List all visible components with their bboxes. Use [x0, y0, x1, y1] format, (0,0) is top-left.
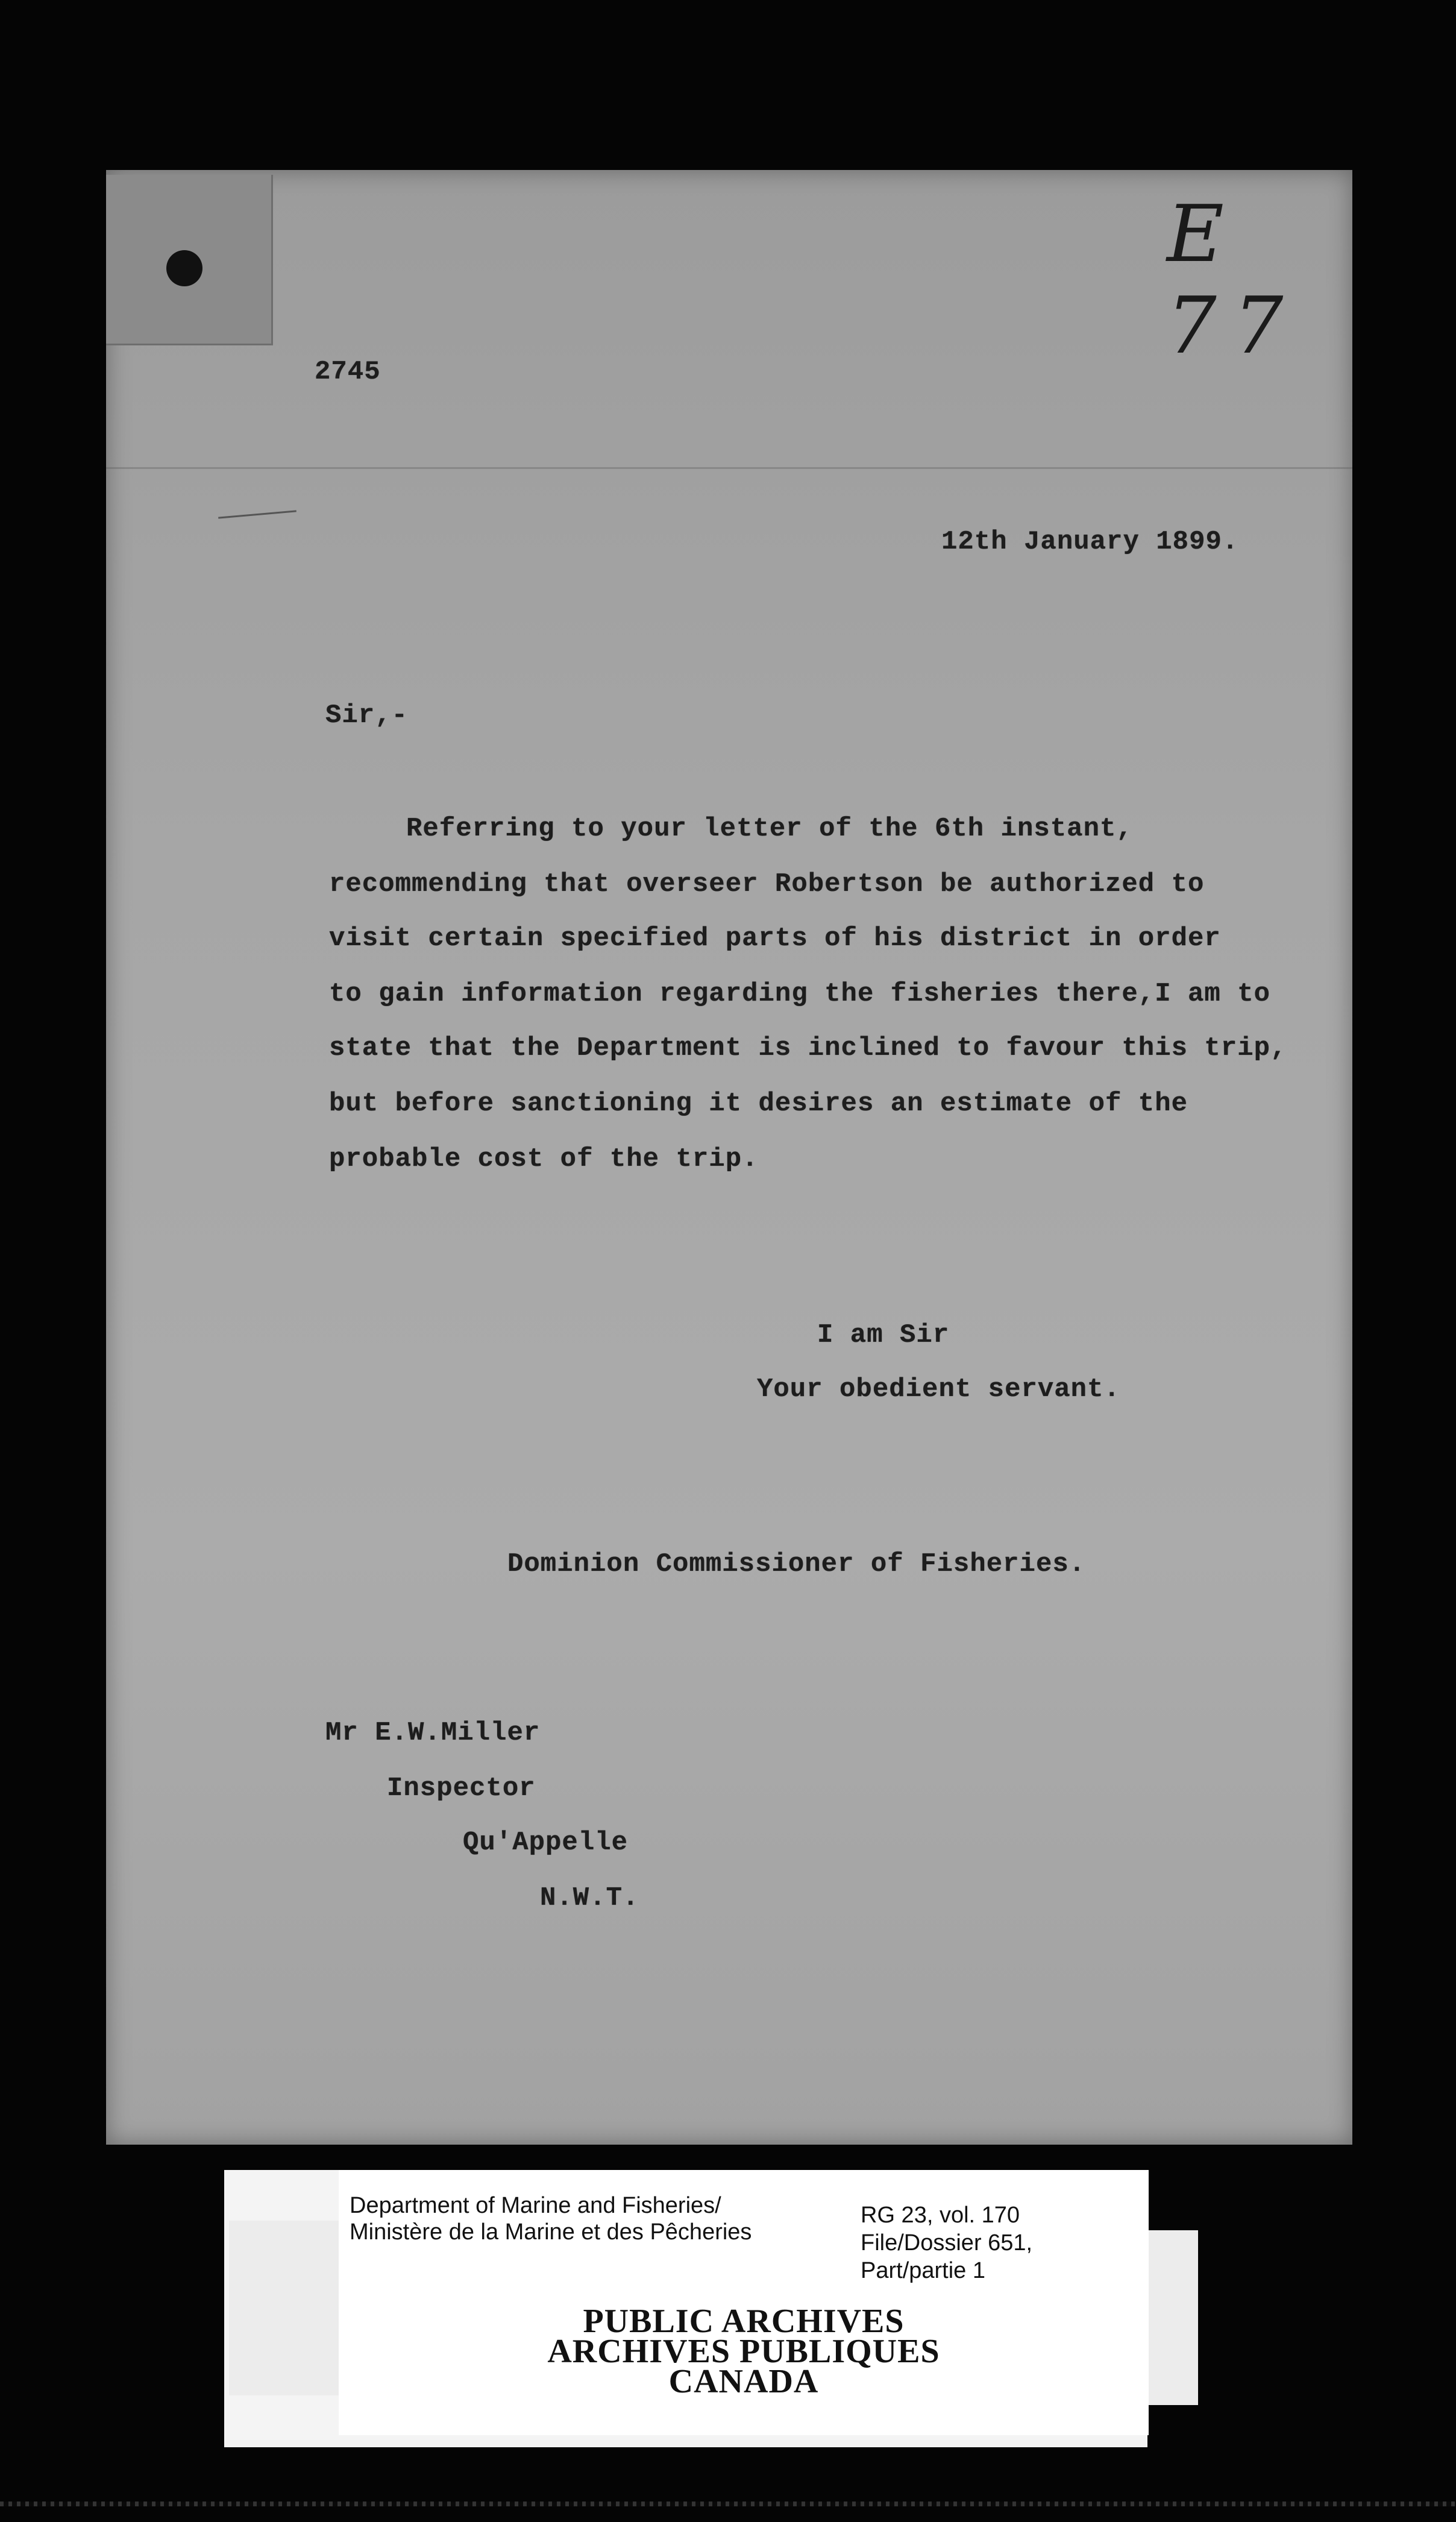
body-line: to gain information regarding the fisheries there,I am to: [329, 979, 1271, 1009]
stamp-department-fr: Ministère de la Marine et des Pêcheries: [350, 2219, 752, 2245]
pen-scratch: [218, 510, 297, 518]
closing-line: Your obedient servant.: [757, 1374, 1120, 1404]
body-line: state that the Department is inclined to favour this trip,: [329, 1033, 1287, 1063]
stamp-reference: File/Dossier 651,: [861, 2230, 1033, 2256]
stamp-title: CANADA: [668, 2363, 819, 2400]
letter-date: 12th January 1899.: [941, 527, 1239, 557]
stamp-reference: RG 23, vol. 170: [861, 2203, 1020, 2228]
addressee-region: N.W.T.: [540, 1883, 639, 1913]
scan-edge: [0, 2502, 1456, 2506]
stamp-title: ARCHIVES PUBLIQUES: [547, 2333, 940, 2370]
punch-hole: [166, 250, 202, 286]
stamp-tab-right: [1143, 2230, 1198, 2405]
fold-line: [106, 467, 1352, 469]
addressee-place: Qu'Appelle: [463, 1828, 629, 1858]
handwritten-mark: E 77: [1167, 188, 1301, 371]
file-number: 2745: [315, 357, 381, 387]
stamp-title: PUBLIC ARCHIVES: [583, 2303, 905, 2340]
body-line: recommending that overseer Robertson be authorized to: [329, 869, 1205, 899]
addressee-name: Mr E.W.Miller: [325, 1718, 541, 1748]
closing-line: I am Sir: [817, 1320, 950, 1350]
stamp-department-en: Department of Marine and Fisheries/: [350, 2193, 721, 2218]
salutation: Sir,-: [325, 700, 409, 731]
body-line: Referring to your letter of the 6th instant,: [406, 814, 1133, 844]
addressee-title: Inspector: [387, 1773, 536, 1803]
body-line: visit certain specified parts of his district in order: [329, 923, 1221, 954]
body-line: but before sanctioning it desires an estimate of the: [329, 1089, 1188, 1119]
letter-page: [106, 170, 1352, 2145]
signatory: Dominion Commissioner of Fisheries.: [507, 1549, 1086, 1579]
stamp-tab-left: [229, 2221, 347, 2395]
stamp-reference: Part/partie 1: [861, 2258, 985, 2283]
body-line: probable cost of the trip.: [329, 1144, 759, 1174]
corner-tab: [106, 175, 273, 345]
